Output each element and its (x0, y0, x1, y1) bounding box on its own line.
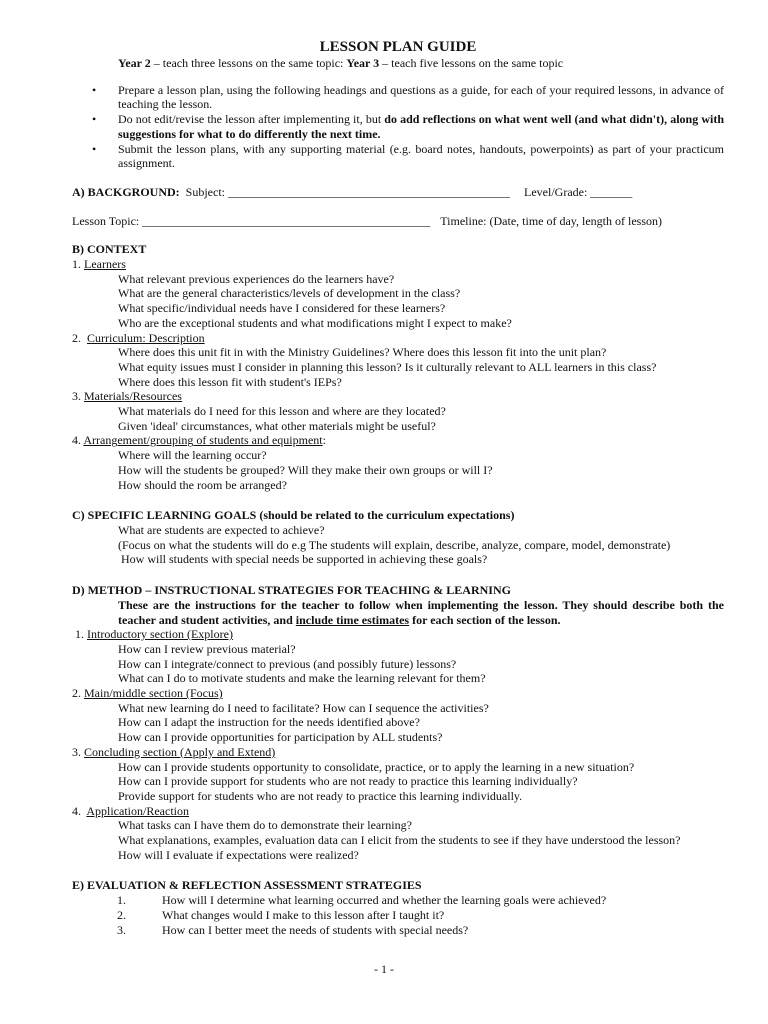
year3-label: Year 3 (346, 56, 380, 70)
section-materials (72, 389, 724, 404)
subject-field[interactable]: Subject: _______________________________________________ (185, 184, 510, 199)
question: What explanations, examples, evaluation data can I elicit from the students to see if they have understood the lesson? (118, 833, 681, 848)
bullet-icon: • (92, 82, 97, 97)
question: What materials do I need for this lesson and where are they located? (118, 404, 446, 419)
question: What are students are expected to achieve? (118, 522, 325, 537)
bullet-icon: • (92, 112, 97, 127)
year2-text: – teach three lessons on the same topic: (150, 56, 347, 70)
item-text: What changes would I make to this lesson after I taught it? (162, 907, 445, 922)
timeline-field: Timeline: (Date, time of day, length of lesson) (440, 213, 663, 228)
section-label: Introductory section (Explore) (87, 627, 233, 642)
section-label: Main/middle section (Focus) (84, 686, 223, 701)
question: Given 'ideal' circumstances, what other materials might be useful? (118, 418, 436, 433)
question: How can I review previous material? (118, 641, 296, 656)
intro-text-end: for each section of the lesson. (409, 612, 561, 627)
section-introductory (72, 627, 724, 642)
section-arrangement (72, 433, 724, 448)
bullet-text: Do not edit/revise the lesson after implementing it, but (118, 112, 385, 127)
section-concluding (72, 745, 724, 760)
question: What are the general characteristics/levels of development in the class? (118, 286, 461, 301)
question: How will I evaluate if expectations were realized? (118, 847, 359, 862)
section-number: 2. (72, 330, 87, 345)
section-number: 2. (72, 686, 84, 701)
question: How will the students be grouped? Will they make their own groups or will I? (118, 462, 493, 477)
method-heading: D) METHOD – INSTRUCTIONAL STRATEGIES FOR TEACHING & LEARNING (72, 583, 511, 598)
section-label: Application/Reaction (86, 803, 189, 818)
item-number: 1. (117, 893, 126, 908)
question: (Focus on what the students will do e.g The students will explain, describe, analyze, compare, model, demonstrate) (118, 537, 671, 552)
question: Where does this unit fit in with the Ministry Guidelines? Where does this lesson fit into the unit plan? (118, 345, 607, 360)
arrangement-questions (72, 448, 724, 492)
question: What tasks can I have them do to demonstrate their learning? (118, 818, 412, 833)
section-main (72, 686, 724, 701)
list-item (72, 908, 724, 923)
document-page (72, 38, 724, 937)
evaluation-heading: E) EVALUATION & REFLECTION ASSESSMENT STRATEGIES (72, 878, 422, 893)
background-row (72, 185, 724, 200)
section-curriculum (72, 331, 724, 346)
question: How can I provide support for students who are not ready to practice this learning individually? (118, 774, 578, 789)
list-item (72, 923, 724, 938)
question: How can I provide opportunities for participation by ALL students? (118, 730, 443, 745)
bullet-icon: • (92, 141, 97, 156)
section-application (72, 804, 724, 819)
question: What specific/individual needs have I considered for these learners? (118, 301, 446, 316)
bullet-text: Prepare a lesson plan, using the following headings and questions as a guide, for each of your required lessons, in advance of teaching the lesson. (118, 82, 724, 112)
background-label: A) BACKGROUND: (72, 184, 180, 199)
instruction-list (72, 83, 724, 171)
bullet-text: Submit the lesson plans, with any supporting material (e.g. board notes, handouts, powerpoints) as part of your practicum assignment. (118, 141, 724, 171)
item-number: 2. (117, 907, 126, 922)
question: How will students with special needs be supported in achieving these goals? (118, 552, 488, 567)
materials-questions (72, 404, 724, 433)
section-number: 3. (72, 389, 84, 404)
section-colon: : (322, 433, 326, 448)
list-item (72, 142, 724, 171)
question: What relevant previous experiences do the learners have? (118, 271, 395, 286)
section-label: Concluding section (Apply and Extend) (84, 744, 276, 759)
question: Where does this lesson fit with student's IEPs? (118, 374, 342, 389)
item-text: How can I better meet the needs of students with special needs? (162, 922, 469, 937)
section-label: Arrangement/grouping of students and equipment (83, 433, 323, 448)
question: How can I provide students opportunity to consolidate, practice, or to apply the learning in a new situation? (118, 759, 635, 774)
section-number: 1. (72, 627, 87, 642)
section-label: Materials/Resources (84, 389, 182, 404)
list-item (72, 83, 724, 112)
question: How can I adapt the instruction for the needs identified above? (118, 715, 420, 730)
question: How should the room be arranged? (118, 477, 287, 492)
context-heading: B) CONTEXT (72, 242, 147, 257)
section-number: 4. (72, 433, 84, 448)
question: Provide support for students who are not ready to practice this learning individually. (118, 788, 523, 803)
goals-heading: C) SPECIFIC LEARNING GOALS (should be related to the curriculum expectations) (72, 508, 515, 523)
list-item (72, 112, 724, 141)
question: Where will the learning occur? (118, 448, 267, 463)
learners-questions (72, 272, 724, 331)
question: What can I do to motivate students and make the learning relevant for them? (118, 671, 486, 686)
question: What new learning do I need to facilitate? How can I sequence the activities? (118, 700, 489, 715)
section-label: Curriculum: Description (87, 330, 205, 345)
question: What equity issues must I consider in planning this lesson? Is it culturally relevant to ALL learners in this class? (118, 359, 657, 374)
main-questions (72, 701, 724, 745)
section-number: 3. (72, 744, 84, 759)
section-label: Learners (84, 257, 126, 272)
item-number: 3. (117, 922, 126, 937)
year3-text: – teach five lessons on the same topic (379, 56, 564, 70)
curriculum-questions (72, 345, 724, 389)
page-title: LESSON PLAN GUIDE (319, 39, 477, 55)
year2-label: Year 2 (118, 56, 151, 70)
lesson-topic-field[interactable]: Lesson Topic: ________________________________________________ (72, 213, 431, 228)
goals-questions (72, 523, 724, 567)
method-intro (72, 598, 724, 627)
bullet-bold-text: do add reflections on what went well (and what didn't), along with suggestions for what to do differently the next time. (118, 112, 725, 141)
item-text: How will I determine what learning occurred and whether the learning goals were achieved? (162, 893, 607, 908)
question: How can I integrate/connect to previous (and possibly future) lessons? (118, 656, 457, 671)
intro-underlined: include time estimates (295, 612, 410, 627)
page-number: - 1 - (374, 962, 394, 976)
level-field[interactable]: Level/Grade: _______ (524, 184, 633, 199)
section-learners (72, 257, 724, 272)
application-questions (72, 818, 724, 862)
subtitle (72, 56, 724, 71)
question: Who are the exceptional students and what modifications might I expect to make? (118, 315, 512, 330)
list-item (72, 893, 724, 908)
concluding-questions (72, 760, 724, 804)
intro-text: These are the instructions for the teacher to follow when implementing the lesson. They should describe both the teacher and student activities, and (118, 597, 724, 627)
section-number: 4. (72, 803, 87, 818)
introductory-questions (72, 642, 724, 686)
section-number: 1. (72, 257, 84, 272)
evaluation-list (72, 893, 724, 937)
topic-row (72, 214, 724, 229)
